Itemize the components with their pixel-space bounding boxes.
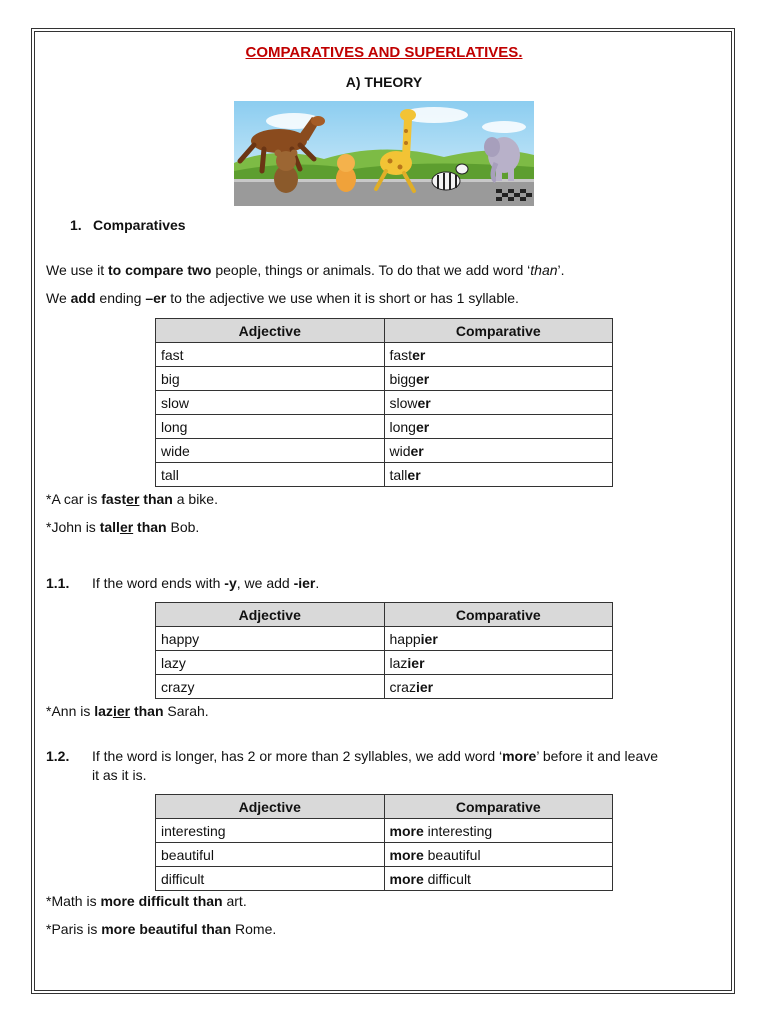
table-row bbox=[156, 439, 613, 463]
section-1-2-rule-line-2: it as it is. bbox=[92, 767, 147, 783]
example-sentence: *A car is faster than a bike. bbox=[46, 491, 218, 507]
comparative-cell: happier bbox=[384, 627, 613, 651]
table-row bbox=[156, 843, 613, 867]
column-header-comparative: Comparative bbox=[384, 319, 613, 343]
section-1-1-rule: If the word ends with -y, we add -ier. bbox=[92, 575, 320, 591]
adjective-cell: tall bbox=[156, 463, 385, 487]
table-row bbox=[156, 391, 613, 415]
section-1-2-rule-line-1: If the word is longer, has 2 or more than 2 syllables, we add word ‘more’ before it and leave bbox=[92, 748, 659, 764]
comparatives-table-more bbox=[155, 794, 613, 891]
adjective-cell: difficult bbox=[156, 867, 385, 891]
adjective-cell: fast bbox=[156, 343, 385, 367]
example-sentence: *Paris is more beautiful than Rome. bbox=[46, 921, 277, 937]
comparative-cell: taller bbox=[384, 463, 613, 487]
section-1-1-number: 1.1. bbox=[46, 575, 70, 591]
table-row bbox=[156, 867, 613, 891]
comparative-cell: crazier bbox=[384, 675, 613, 699]
example-sentence: *John is taller than Bob. bbox=[46, 519, 200, 535]
column-header-adjective: Adjective bbox=[156, 319, 385, 343]
adjective-cell: long bbox=[156, 415, 385, 439]
comparative-cell: lazier bbox=[384, 651, 613, 675]
table-row bbox=[156, 675, 613, 699]
table-row bbox=[156, 627, 613, 651]
comparatives-table-ier bbox=[155, 602, 613, 699]
section-1-number: 1. bbox=[70, 217, 82, 233]
comparative-cell: bigger bbox=[384, 367, 613, 391]
intro-paragraph-1: We use it to compare two people, things or animals. To do that we add word ‘than’. bbox=[46, 262, 565, 278]
comparative-cell: slower bbox=[384, 391, 613, 415]
table-header-row bbox=[156, 319, 613, 343]
table-row bbox=[156, 367, 613, 391]
adjective-cell: slow bbox=[156, 391, 385, 415]
adjective-cell: interesting bbox=[156, 819, 385, 843]
section-1-heading: Comparatives bbox=[93, 217, 186, 233]
comparative-cell: faster bbox=[384, 343, 613, 367]
section-1-2-number: 1.2. bbox=[46, 748, 70, 764]
table-header-row bbox=[156, 603, 613, 627]
column-header-comparative: Comparative bbox=[384, 795, 613, 819]
page-title: COMPARATIVES AND SUPERLATIVES. bbox=[245, 44, 523, 61]
example-sentence: *Math is more difficult than art. bbox=[46, 893, 247, 909]
intro-paragraph-2: We add ending –er to the adjective we use when it is short or has 1 syllable. bbox=[46, 290, 519, 306]
table-row bbox=[156, 819, 613, 843]
adjective-cell: wide bbox=[156, 439, 385, 463]
animals-racing-illustration bbox=[234, 101, 534, 206]
adjective-cell: happy bbox=[156, 627, 385, 651]
adjective-cell: beautiful bbox=[156, 843, 385, 867]
example-sentence: *Ann is lazier than Sarah. bbox=[46, 703, 209, 719]
comparatives-table-er bbox=[155, 318, 613, 487]
table-row bbox=[156, 343, 613, 367]
adjective-cell: lazy bbox=[156, 651, 385, 675]
table-row bbox=[156, 463, 613, 487]
comparative-cell: longer bbox=[384, 415, 613, 439]
adjective-cell: big bbox=[156, 367, 385, 391]
table-row bbox=[156, 651, 613, 675]
column-header-comparative: Comparative bbox=[384, 603, 613, 627]
table-header-row bbox=[156, 795, 613, 819]
column-header-adjective: Adjective bbox=[156, 795, 385, 819]
comparative-cell: more difficult bbox=[384, 867, 613, 891]
column-header-adjective: Adjective bbox=[156, 603, 385, 627]
adjective-cell: crazy bbox=[156, 675, 385, 699]
comparative-cell: more interesting bbox=[384, 819, 613, 843]
section-theory-heading: A) THEORY bbox=[345, 74, 423, 90]
comparative-cell: wider bbox=[384, 439, 613, 463]
table-row bbox=[156, 415, 613, 439]
comparative-cell: more beautiful bbox=[384, 843, 613, 867]
